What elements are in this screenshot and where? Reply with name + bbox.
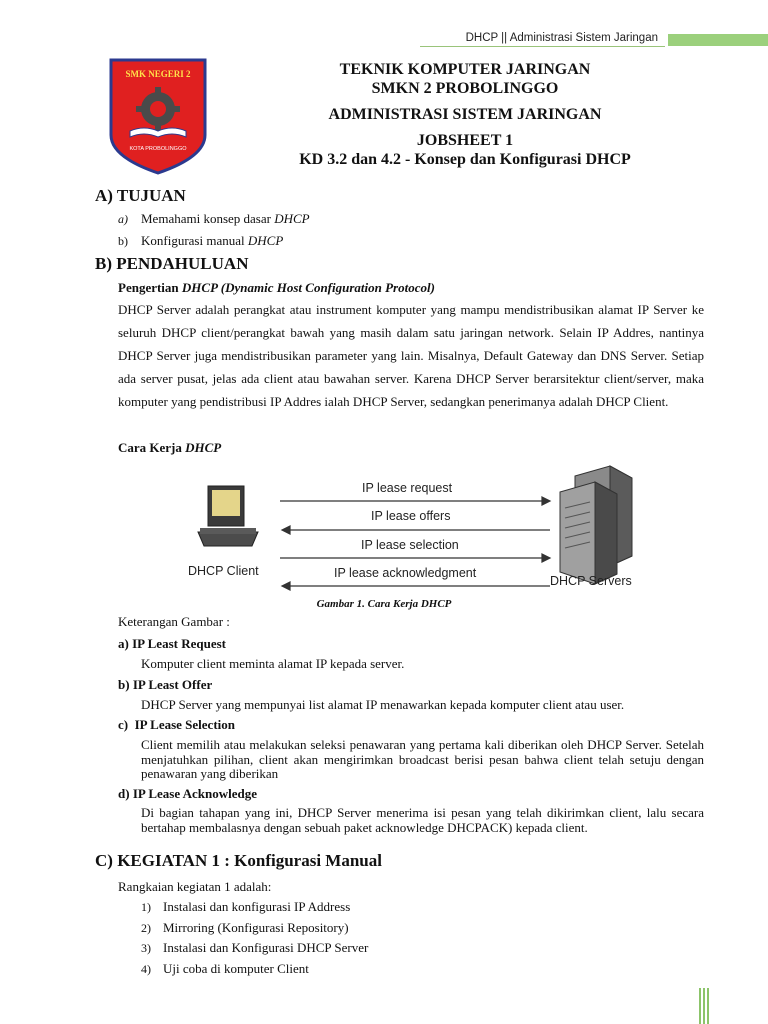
dhcp-diagram — [180, 458, 650, 596]
figure-caption: Gambar 1. Cara Kerja DHCP — [316, 598, 452, 610]
msg-lease-ack: IP lease acknowledgment — [334, 566, 477, 580]
client-computer-icon — [198, 486, 258, 546]
cara-kerja-heading: Cara Kerja DHCP — [118, 440, 222, 455]
keterangan-item-desc: Client memilih atau melakukan seleksi penawaran yang pertama kali diberikan oleh DHCP Server. Setelah menjatuhkan pilihan, client akan mengirimkan broadcast berisi pesan bahwa client telah setuju dengan penawaran yang diberikan — [141, 737, 704, 781]
kegiatan-step-marker: 2) — [141, 921, 151, 935]
keterangan-intro: Keterangan Gambar : — [118, 614, 230, 629]
section-kegiatan-heading: C) KEGIATAN 1 : Konfigurasi Manual — [95, 851, 382, 870]
pendahuluan-subheading: Pengertian DHCP (Dynamic Host Configuration Protocol) — [118, 280, 435, 295]
keterangan-item-title: b) IP Least Offer — [118, 677, 213, 692]
keterangan-item-desc: Di bagian tahapan yang ini, DHCP Server menerima isi pesan yang telah dikirimkan client, lalu secara bertahap membalasnya dengan sebuah paket acknowledge DHCPACK) kepada client. — [141, 805, 704, 835]
kegiatan-step-marker: 4) — [141, 962, 151, 976]
keterangan-item-title: d) IP Lease Acknowledge — [118, 786, 258, 801]
keterangan-item-desc: DHCP Server yang mempunyai list alamat IP menawarkan kepada komputer client atau user. — [141, 697, 625, 712]
logo-city: KOTA PROBOLINGGO — [129, 146, 187, 152]
client-label: DHCP Client — [188, 564, 259, 578]
keterangan-item-title: a) IP Least Request — [118, 636, 226, 651]
title-subject: ADMINISTRASI SISTEM JARINGAN — [328, 106, 602, 123]
tujuan-marker-b: b) — [118, 234, 128, 248]
title-department: TEKNIK KOMPUTER JARINGAN — [339, 61, 591, 78]
server-label: DHCP Servers — [550, 574, 632, 588]
tujuan-item: Konfigurasi manual DHCP — [141, 233, 284, 248]
header-rule — [420, 46, 665, 47]
title-school: SMKN 2 PROBOLINGGO — [371, 80, 559, 97]
keterangan-item-title: c) IP Lease Selection — [118, 717, 235, 732]
kegiatan-step: Instalasi dan konfigurasi IP Address — [163, 899, 351, 914]
keterangan-item-desc: Komputer client meminta alamat IP kepada server. — [141, 656, 405, 671]
msg-lease-offers: IP lease offers — [371, 509, 451, 523]
kegiatan-step-marker: 3) — [141, 941, 151, 955]
section-tujuan-heading: A) TUJUAN — [95, 186, 186, 205]
school-logo — [108, 57, 208, 175]
title-jobsheet: JOBSHEET 1 — [416, 132, 514, 149]
tujuan-marker-a: a) — [118, 212, 128, 226]
pendahuluan-paragraph: DHCP Server adalah perangkat atau instrument komputer yang mampu mendistribusikan alamat IP Server ke seluruh DHCP client/perangkat bawah yang masih dalam satu jaringan network. Selain IP Addres, nantinya DHCP Server juga mendistribusikan parameter yang lain. Misalnya, Default Gateway dan DNS Server. Setiap ada server pusat, jelas ada client atau bawahan server. Karena DHCP Server berarsitektur client/server, maka komputer yang pendistribusi IP Addres ialah DHCP Server, sedangkan penerimanya adalah DHCP Client. — [118, 302, 704, 409]
kegiatan-step: Mirroring (Konfigurasi Repository) — [163, 920, 349, 935]
kegiatan-intro: Rangkaian kegiatan 1 adalah: — [118, 879, 272, 894]
msg-lease-selection: IP lease selection — [361, 538, 459, 552]
logo-school-name: SMK NEGERI 2 — [125, 69, 191, 79]
tujuan-item: Memahami konsep dasar DHCP — [141, 211, 310, 226]
kegiatan-step-marker: 1) — [141, 900, 151, 914]
kegiatan-step: Instalasi dan Konfigurasi DHCP Server — [163, 940, 369, 955]
server-rack-icon — [560, 466, 632, 584]
msg-lease-request: IP lease request — [362, 481, 453, 495]
running-header: DHCP || Administrasi Sistem Jaringan — [465, 32, 658, 44]
section-pendahuluan-heading: B) PENDAHULUAN — [95, 254, 249, 273]
document-title-block — [260, 60, 670, 169]
title-kd: KD 3.2 dan 4.2 - Konsep dan Konfigurasi DHCP — [299, 151, 631, 168]
kegiatan-step: Uji coba di komputer Client — [163, 961, 309, 976]
header-accent-bar — [668, 34, 768, 46]
